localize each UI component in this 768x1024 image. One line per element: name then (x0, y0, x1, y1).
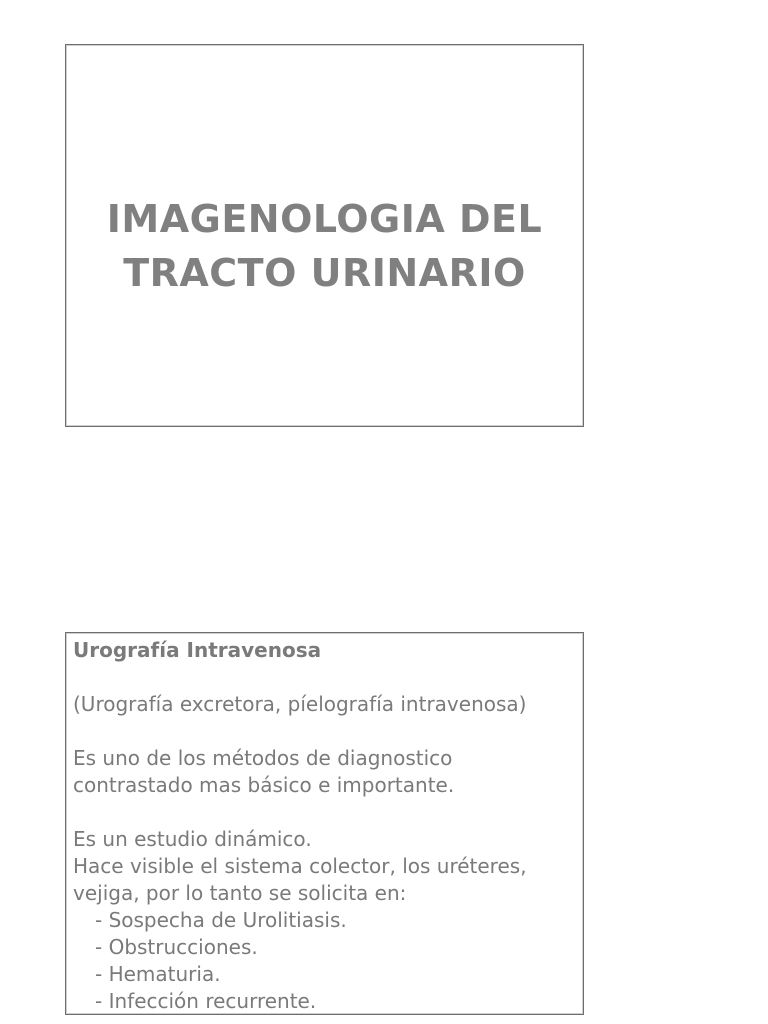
list-item: - Hematuria. (95, 962, 221, 986)
slide-heading: Urografía Intravenosa (73, 638, 322, 662)
paragraph-line: vejiga, por lo tanto se solicita en: (73, 881, 407, 905)
paragraph-line: Es un estudio dinámico. (73, 827, 312, 851)
paragraph-line: Hace visible el sistema colector, los uréteres, (73, 854, 527, 878)
list-item: - Infección recurrente. (95, 989, 317, 1013)
blank-line (73, 718, 579, 745)
list-item: - Obstrucciones. (95, 935, 258, 959)
paragraph-line: Es uno de los métodos de diagnostico (73, 746, 453, 770)
paragraph-line: contrastado mas básico e importante. (73, 773, 455, 797)
title-line-1: IMAGENOLOGIA DEL (106, 197, 543, 241)
slide-title (65, 44, 584, 427)
blank-line (73, 799, 579, 826)
blank-line (73, 664, 579, 691)
slide-urografia (65, 632, 584, 1015)
list-item: - Sospecha de Urolitiasis. (95, 908, 347, 932)
slide-content (73, 637, 579, 1015)
slide-subtitle: (Urografía excretora, píelografía intravenosa) (73, 692, 527, 716)
title-line-2: TRACTO URINARIO (123, 251, 526, 295)
slide-title-heading (66, 192, 583, 300)
